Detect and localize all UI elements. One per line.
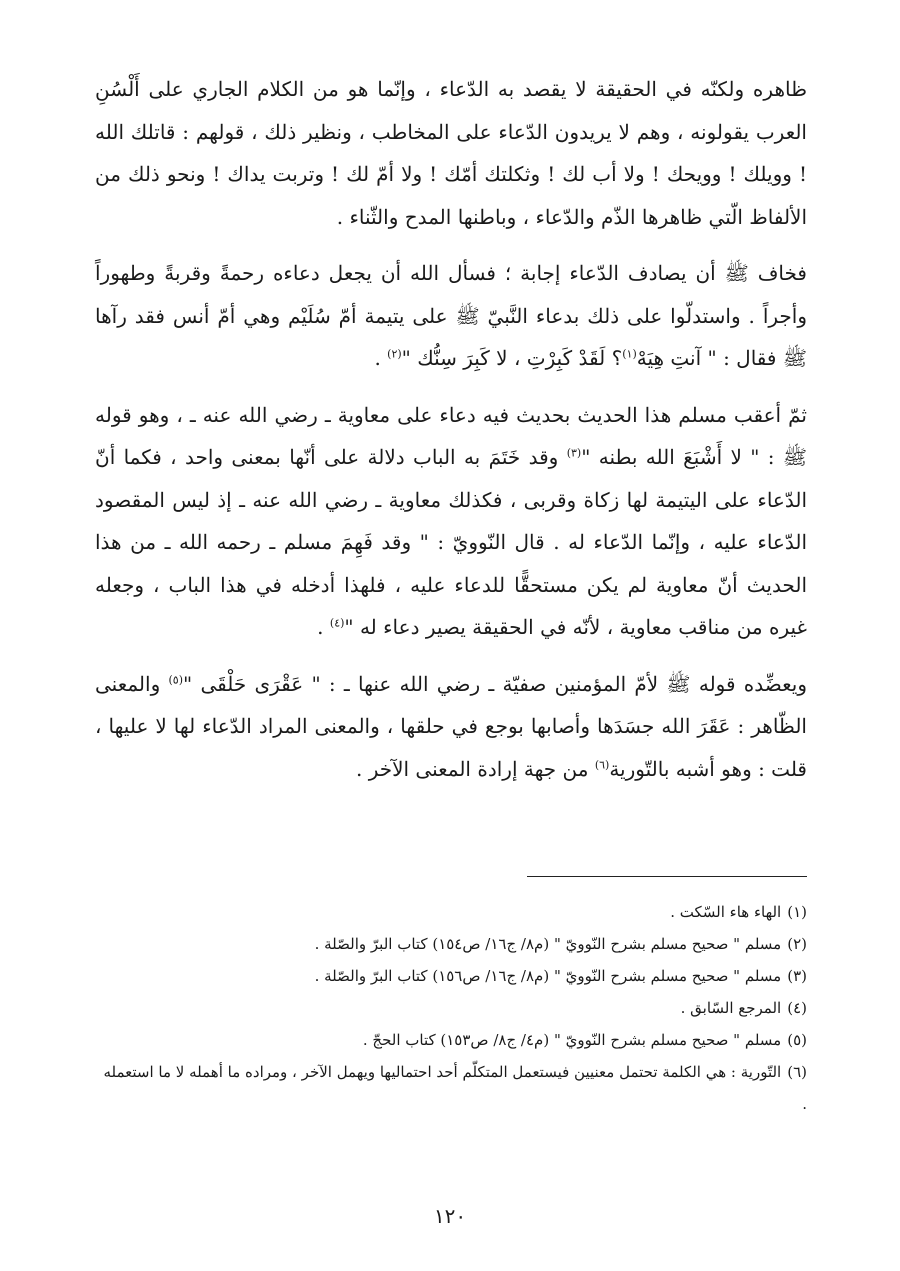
footnote-ref-1: (١) (622, 347, 637, 361)
footnotes (95, 896, 807, 1120)
footnote-2: (٢)مسلم " صحيح مسلم بشرح النّوويّ " (م٨/ ج١٦/ ص١٥٤) كتاب البرّ والصّلة . (314, 935, 807, 953)
main-text (95, 68, 807, 790)
footnote-5: (٥)مسلم " صحيح مسلم بشرح النّوويّ " (م٤/ ج٨/ ص١٥٣) كتاب الحجّ . (362, 1031, 807, 1049)
footnote-ref-6: (٦) (594, 757, 610, 771)
footnote-ref-4: (٤) (329, 616, 345, 630)
footnote-6: (٦)التّورية : هي الكلمة تحتمل معنيين فيستعمل المتكلّم أحد احتماليها ويهمل الآخر ، ومراده ما أهمله لا ما استعمله . (103, 1063, 807, 1113)
footnote-separator (527, 876, 807, 877)
footnote-ref-3: (٣) (566, 446, 582, 460)
paragraph-1: ظاهره ولكنّه في الحقيقة لا يقصد به الدّعاء ، وإنّما هو من الكلام الجاري على أَلْسُنِ العرب يقولونه ، وهم لا يريدون الدّعاء على المخاطب ، ونظير ذلك ، قولهم : قاتلك الله ! وويلك ! وويحك ! ولا أب لك ! وثكلتك أمّك ! ولا أمّ لك ! وتربت يداك ! ونحو ذلك من الألفاظ الّتي ظاهرها الذّم والدّعاء ، وباطنها المدح والثّناء . (95, 77, 807, 229)
footnote-3: (٣)مسلم " صحيح مسلم بشرح النّوويّ " (م٨/ ج١٦/ ص١٥٦) كتاب البرّ والصّلة . (314, 967, 807, 985)
paragraph-2: فخاف ﷺ أن يصادف الدّعاء إجابة ؛ فسأل الله أن يجعل دعاءه رحمةً وقربةً وطهوراً وأجراً . واستدلّوا على ذلك بدعاء النَّبيّ ﷺ على يتيمة أمّ سُلَيْم وهي أمّ أنس فقد رآها ﷺ فقال : " آنتِ هِيَهْ$^{(١)}$؟ لَقَدْ كَبِرْتِ ، لا كَبِرَ سِنُّك "$^{(٢)}$ . (95, 261, 807, 370)
page-number: ١٢٠ (433, 1204, 467, 1228)
paragraph-3: ثمّ أعقب مسلم هذا الحديث بحديث فيه دعاء على معاوية ـ رضي الله عنه ـ ، وهو قوله ﷺ : " لا أَشْبَعَ الله بطنه "$^{(٣)}$ وقد خَتَمَ به الباب دلالة على أنّها بمعنى واحد ، فكما أنّ الدّعاء على اليتيمة لها زكاة وقربى ، فكذلك معاوية ـ رضي الله عنه ـ إذ ليس المقصود الدّعاء عليه ، وإنّما الدّعاء له . قال النّوويّ : " وقد فَهِمَ مسلم ـ رحمه الله ـ من هذا الحديث أنّ معاوية لم يكن مستحقًّا للدعاء عليه ، فلهذا أدخله في هذا الباب ، وجعله غيره من مناقب معاوية ، لأنّه في الحقيقة يصير دعاء له "$^{(٤)}$ . (95, 402, 807, 639)
paragraph-4: ويعضِّده قوله ﷺ لأمّ المؤمنين صفيّة ـ رضي الله عنها ـ : " عَقْرَى حَلْقَى "$^{(٥)}$ والمعنى الظّاهر : عَقَرَ الله جسَدَها وأصابها بوجع في حلقها ، والمعنى المراد الدّعاء لها لا عليها ، قلت : وهو أشبه بالتّورية$^{(٦)}$ من جهة إرادة المعنى الآخر . (95, 671, 807, 781)
footnote-4: (٤)المرجع السّابق . (680, 999, 807, 1017)
footnote-ref-2: (٢) (387, 347, 402, 361)
footnote-1: (١)الهاء هاء السّكت . (670, 903, 807, 921)
footnote-ref-5: (٥) (168, 672, 183, 686)
